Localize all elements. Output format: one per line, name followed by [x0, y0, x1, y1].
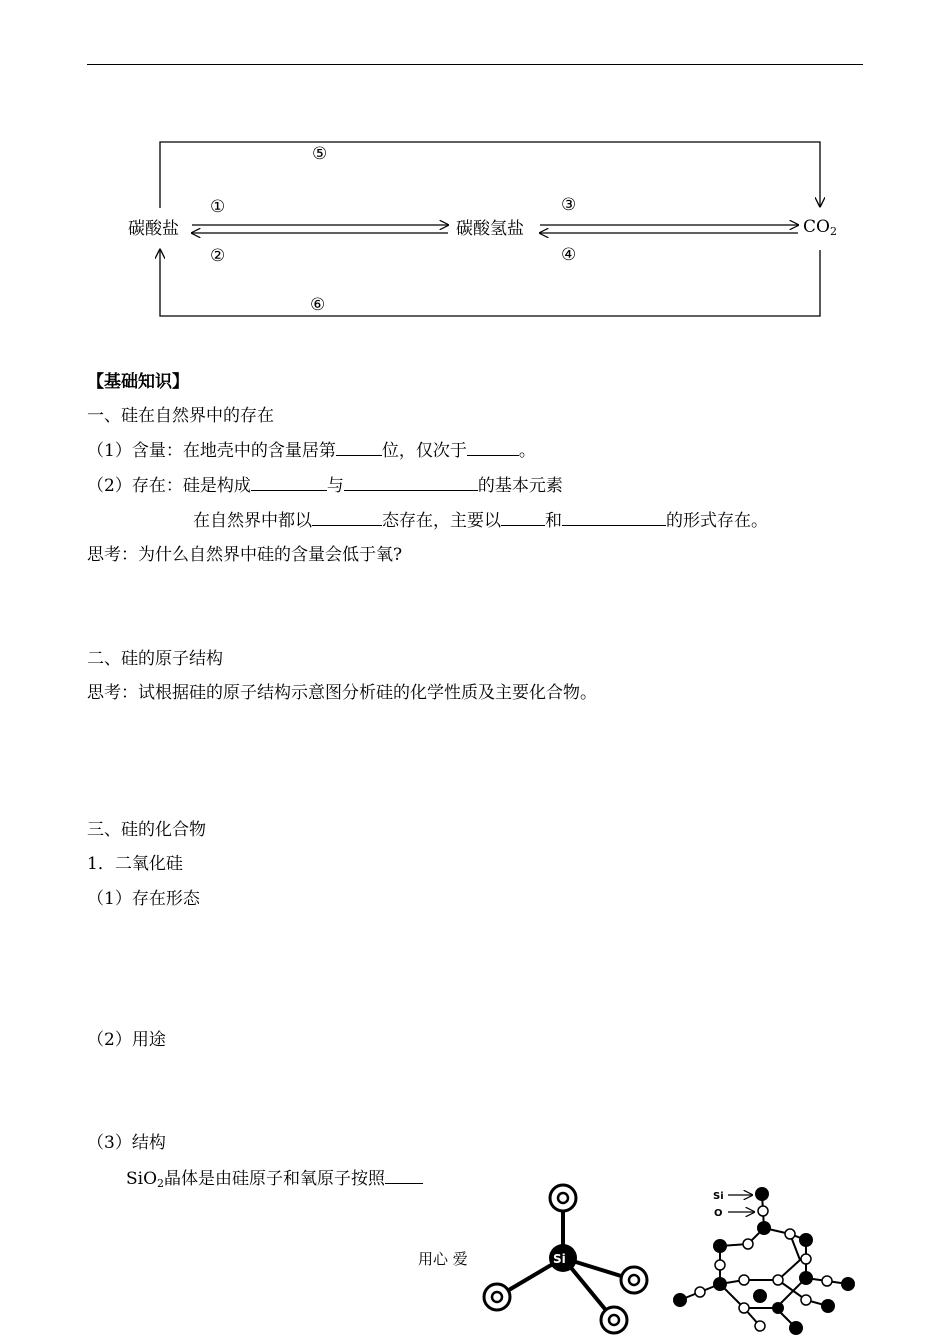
legend-si-label: Si [713, 1191, 724, 1202]
label-2: ② [210, 246, 226, 266]
label-1: ① [210, 197, 226, 217]
legend-o-label: O [714, 1208, 723, 1219]
sec2-title: 二、硅的原子结构 [87, 649, 223, 669]
sec1-think: 思考：为什么自然界中硅的含量会低于氧? [87, 545, 403, 565]
sec1-line3: 在自然界中都以 态存在，主要以 和 的形式存在。 [193, 511, 768, 531]
node-carbonate: 碳酸盐 [128, 219, 179, 239]
si-label: Si [553, 1252, 566, 1266]
sec3-title: 三、硅的化合物 [87, 820, 206, 840]
sec3-item1: 1．二氧化硅 [87, 854, 183, 874]
sec1-line2: （2）存在：硅是构成 与 的基本元素 [87, 476, 563, 496]
label-6: ⑥ [310, 295, 326, 315]
label-3: ③ [561, 195, 577, 215]
sec3-sub2: （2）用途 [87, 1030, 166, 1050]
node-co2: CO2 [803, 217, 837, 238]
page-footer: 用心 爱 [418, 1250, 468, 1268]
sec3-sub3: （3）结构 [87, 1133, 166, 1153]
sec1-title: 一、硅在自然界中的存在 [87, 406, 274, 426]
section-heading-basic: 【基础知识】 [87, 372, 189, 392]
label-4: ④ [561, 245, 577, 265]
sec3-sub1: （1）存在形态 [87, 889, 200, 909]
node-bicarbonate: 碳酸氢盐 [456, 219, 524, 239]
sec2-think: 思考：试根据硅的原子结构示意图分析硅的化学性质及主要化合物。 [87, 683, 597, 703]
label-5: ⑤ [312, 144, 328, 164]
sec1-line1: （1）含量：在地壳中的含量居第 位，仅次于 。 [87, 441, 536, 461]
sec3-structure-line: SiO$_2$晶体是由硅原子和氧原子按照 [126, 1167, 423, 1195]
